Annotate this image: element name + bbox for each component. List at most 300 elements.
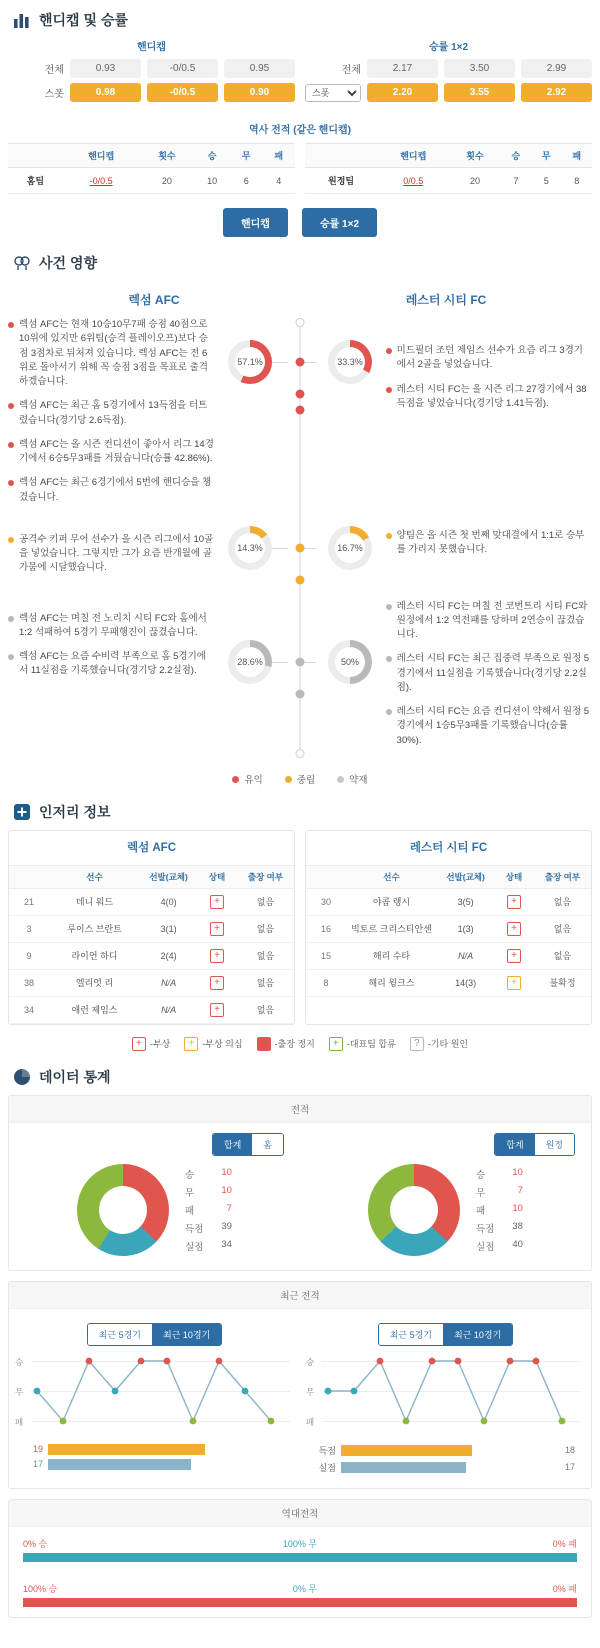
influence-text: 레스터 시티 FC는 며칠 전 코번트리 시티 FC와 원정에서 1:2 역전패를 당하며 2연승이 끊겼습니다. bbox=[396, 600, 588, 640]
away-team-cell: 원정팀 bbox=[305, 168, 377, 194]
player-number: 15 bbox=[306, 942, 346, 969]
injury-plus-icon: + bbox=[210, 1003, 224, 1017]
injury-plus-icon: + bbox=[507, 922, 521, 936]
th-draw: 무 bbox=[531, 144, 561, 168]
ring-value: 50% bbox=[335, 647, 365, 677]
player-apps: N/A bbox=[140, 996, 197, 1023]
bar-track bbox=[341, 1462, 560, 1473]
influence-text: 렉섬 AFC는 최근 6경기에서 5번에 핸디승을 챙겼습니다. bbox=[19, 477, 212, 503]
th-loss: 패 bbox=[562, 144, 593, 168]
page-title: 핸디캡 및 승률 bbox=[39, 12, 128, 28]
bullet-dot-icon bbox=[8, 322, 14, 328]
odds-row-label: 전체 bbox=[341, 65, 361, 76]
recent-form-block bbox=[9, 1309, 591, 1488]
player-number: 9 bbox=[9, 942, 49, 969]
legend-suspension bbox=[257, 1037, 315, 1051]
th-number bbox=[306, 865, 346, 888]
timeline-node-wrap bbox=[288, 526, 312, 570]
list-item bbox=[386, 705, 592, 748]
national-team-icon: + bbox=[329, 1037, 343, 1051]
record-row: 승 10 bbox=[476, 1166, 523, 1181]
list-item bbox=[386, 344, 592, 373]
legend-label: 약재 bbox=[349, 774, 368, 786]
teams-row bbox=[8, 281, 592, 312]
history-title: 역사 전적 (같은 핸디캡) bbox=[249, 125, 351, 136]
bullet-dot-icon bbox=[8, 442, 14, 448]
player-availability: 없음 bbox=[237, 888, 294, 915]
personnel-table-away bbox=[306, 865, 591, 1015]
list-item bbox=[8, 650, 214, 679]
legend-label: -기타 원인 bbox=[427, 1039, 469, 1050]
influence-legend bbox=[8, 762, 592, 792]
player-number: 16 bbox=[306, 915, 346, 942]
th-availability: 출장 여부 bbox=[237, 865, 294, 888]
injury-plus-icon: + bbox=[132, 1037, 146, 1051]
record-row: 승 10 bbox=[185, 1166, 232, 1181]
legend-item-risk bbox=[337, 772, 367, 786]
away-form-line bbox=[322, 1354, 570, 1432]
bullet-dot-icon bbox=[386, 656, 392, 662]
odds-cell[interactable]: 3.55 bbox=[444, 83, 515, 102]
brain-icon bbox=[12, 253, 32, 273]
handicap-cell[interactable]: 0.95 bbox=[224, 59, 295, 78]
handicap-row-spot bbox=[8, 83, 295, 102]
timeline-node-red bbox=[296, 358, 305, 367]
injury-plus-icon: + bbox=[210, 922, 224, 936]
donut-hole bbox=[390, 1186, 438, 1234]
legend-item-neutral bbox=[285, 772, 315, 786]
stat-card-recent bbox=[8, 1281, 592, 1489]
player-apps: N/A bbox=[437, 942, 494, 969]
handicap-row-label: 전체 bbox=[44, 65, 64, 76]
table-header-row bbox=[306, 865, 591, 888]
section-title-stats: 데이터 통계 bbox=[39, 1068, 111, 1085]
table-row bbox=[9, 969, 294, 996]
timeline-cap-bottom bbox=[296, 749, 305, 758]
away-handicap-cell[interactable]: 0/0.5 bbox=[377, 168, 449, 194]
th-blank bbox=[8, 144, 63, 168]
table-row-empty bbox=[306, 996, 591, 1014]
influence-text: 렉섬 AFC는 요즘 수비력 부족으로 홈 5경기에서 11실점을 기록했습니다(경기당 2.2실점). bbox=[19, 651, 206, 677]
home-form-toggle-row bbox=[15, 1317, 294, 1350]
player-number: 21 bbox=[9, 888, 49, 915]
th-handicap: 핸디캡 bbox=[377, 144, 449, 168]
overall-home bbox=[9, 1133, 300, 1256]
bullet-dot-icon bbox=[386, 387, 392, 393]
overall-away bbox=[300, 1133, 591, 1256]
h2h-labels bbox=[23, 1582, 577, 1595]
ring-away-risk bbox=[328, 640, 372, 684]
timeline-node-grey-2 bbox=[296, 690, 305, 699]
record-row: 득점 39 bbox=[185, 1220, 232, 1235]
bullet-dot-icon bbox=[8, 480, 14, 486]
ring-value: 33.3% bbox=[335, 347, 365, 377]
ring-value: 28.6% bbox=[235, 647, 265, 677]
stat-card-title: 최근 전적 bbox=[9, 1282, 591, 1309]
home-donut-body bbox=[9, 1164, 300, 1256]
timeline-node-wrap bbox=[288, 640, 312, 684]
player-name: 데니 워드 bbox=[49, 888, 140, 915]
ring-home-benefit bbox=[228, 340, 272, 384]
home-form-line bbox=[31, 1354, 279, 1432]
legend-injury bbox=[132, 1037, 170, 1051]
influence-text: 렉섬 AFC는 올 시즌 컨디션이 좋아서 리그 14경기에서 6승5무3패를 거뒀습니다(승률 42.86%). bbox=[19, 438, 214, 464]
player-apps: 3(5) bbox=[437, 888, 494, 915]
record-row: 패 7 bbox=[185, 1202, 232, 1217]
home-team-cell: 홈팀 bbox=[8, 168, 63, 194]
legend-item-benefit bbox=[232, 772, 262, 786]
connector-left bbox=[272, 662, 288, 663]
th-loss: 패 bbox=[262, 144, 295, 168]
connector-left bbox=[272, 362, 288, 363]
list-item bbox=[386, 529, 592, 558]
y-label-loss: 패 bbox=[306, 1416, 315, 1427]
player-number: 38 bbox=[9, 969, 49, 996]
th-handicap: 핸디캡 bbox=[63, 144, 140, 168]
ring-pair-red bbox=[214, 340, 385, 384]
timeline-node-red-2 bbox=[296, 390, 305, 399]
influence-away-list bbox=[386, 318, 592, 758]
influence-text: 양팀은 올 시즌 첫 번째 맞대결에서 1:1로 승부를 가리지 못했습니다. bbox=[396, 530, 585, 556]
odds-button[interactable]: 승률 1×2 bbox=[302, 208, 377, 237]
player-apps: N/A bbox=[140, 969, 197, 996]
record-row: 무 7 bbox=[476, 1184, 523, 1199]
home-form-toggle[interactable] bbox=[87, 1323, 223, 1346]
table-row bbox=[9, 942, 294, 969]
player-availability: 불확정 bbox=[534, 969, 591, 996]
home-record-donut bbox=[77, 1164, 169, 1256]
th-status: 상태 bbox=[197, 865, 237, 888]
plus-box-icon bbox=[12, 802, 32, 822]
ring-pair-grey bbox=[214, 640, 385, 684]
h2h-row-2 bbox=[9, 1572, 591, 1617]
list-item bbox=[8, 318, 214, 389]
record-row: 실점 34 bbox=[185, 1238, 232, 1253]
toggle-total[interactable]: 합계 bbox=[495, 1134, 534, 1155]
list-item bbox=[8, 533, 214, 576]
player-name: 애런 제임스 bbox=[49, 996, 140, 1023]
injury-plus-icon: + bbox=[507, 949, 521, 963]
table-header-row bbox=[8, 144, 295, 168]
home-goal-bars bbox=[15, 1432, 294, 1470]
recent-form-away bbox=[300, 1317, 591, 1478]
ring-value: 14.3% bbox=[235, 533, 265, 563]
player-number: 34 bbox=[9, 996, 49, 1023]
influence-text: 레스터 시티 FC는 최근 집중력 부족으로 원정 5경기에서 11실점을 기록했습니다(경기당 2.2실점). bbox=[396, 653, 590, 693]
list-item bbox=[386, 652, 592, 695]
player-name: 루이스 브란트 bbox=[49, 915, 140, 942]
bar-value: 17 bbox=[565, 1462, 576, 1473]
h2h-loss-label: 0% 패 bbox=[552, 1583, 577, 1594]
h2h-bar bbox=[23, 1598, 577, 1607]
player-apps: 3(1) bbox=[140, 915, 197, 942]
home-loss-cell: 4 bbox=[262, 168, 295, 194]
section-header-influence bbox=[8, 243, 592, 281]
influence-timeline bbox=[214, 318, 385, 758]
list-item bbox=[386, 383, 592, 412]
table-row bbox=[9, 915, 294, 942]
player-availability: 없음 bbox=[534, 942, 591, 969]
spot-select[interactable] bbox=[305, 84, 361, 102]
y-label-loss: 패 bbox=[15, 1416, 24, 1427]
handicap-cell[interactable]: -0/0.5 bbox=[147, 59, 218, 78]
ring-away-benefit bbox=[328, 340, 372, 384]
table-row bbox=[306, 969, 591, 996]
away-loss-cell: 8 bbox=[562, 168, 593, 194]
odds-cell[interactable]: 3.50 bbox=[444, 59, 515, 78]
away-form-toggle-row bbox=[306, 1317, 585, 1350]
table-row bbox=[306, 942, 591, 969]
home-team-name: 렉섬 AFC bbox=[128, 293, 180, 307]
th-apps: 선발(교체) bbox=[140, 865, 197, 888]
player-status bbox=[197, 996, 237, 1023]
home-form-chart bbox=[15, 1354, 294, 1432]
influence-text: 레스터 시티 FC는 올 시즌 리그 27경기에서 38득점을 넣었습니다(경기당 1.41득점). bbox=[396, 383, 587, 409]
handicap-column-title: 핸디캡 bbox=[137, 42, 166, 53]
stat-card-overall bbox=[8, 1095, 592, 1271]
away-toggle-row bbox=[300, 1133, 591, 1164]
player-availability: 없음 bbox=[237, 996, 294, 1023]
list-item bbox=[386, 600, 592, 643]
handicap-grid bbox=[8, 38, 592, 107]
legend-other bbox=[410, 1037, 468, 1051]
odds-row-total bbox=[305, 59, 592, 78]
personnel-home-title: 렉섬 AFC bbox=[126, 841, 177, 854]
y-label-win: 승 bbox=[15, 1356, 24, 1367]
player-name: 해리 수타 bbox=[346, 942, 437, 969]
away-form-chart bbox=[306, 1354, 585, 1432]
handicap-cell[interactable]: 0.90 bbox=[224, 83, 295, 102]
section-header-stats bbox=[8, 1057, 592, 1095]
player-apps: 2(4) bbox=[140, 942, 197, 969]
bar-row-goals-against bbox=[306, 1461, 585, 1474]
legend-label: -대표팀 합류 bbox=[346, 1039, 396, 1050]
away-scope-toggle[interactable] bbox=[494, 1133, 575, 1156]
h2h-win-label: 0% 승 bbox=[23, 1538, 48, 1549]
h2h-loss-label: 0% 패 bbox=[552, 1538, 577, 1549]
bullet-dot-icon bbox=[386, 533, 392, 539]
player-status bbox=[197, 888, 237, 915]
th-count: 횟수 bbox=[449, 144, 500, 168]
odds-cell[interactable]: 2.92 bbox=[521, 83, 592, 102]
history-table-home bbox=[8, 143, 295, 194]
injury-plus-icon: + bbox=[507, 895, 521, 909]
bullet-dot-icon bbox=[386, 709, 392, 715]
record-row: 실점 40 bbox=[476, 1238, 523, 1253]
th-status: 상태 bbox=[494, 865, 534, 888]
player-apps: 1(3) bbox=[437, 915, 494, 942]
player-availability: 없음 bbox=[534, 915, 591, 942]
stat-card-h2h bbox=[8, 1499, 592, 1618]
list-item bbox=[8, 476, 214, 505]
injury-plus-icon: + bbox=[210, 976, 224, 990]
home-count-cell: 20 bbox=[140, 168, 195, 194]
toggle-last5[interactable]: 최근 5경기 bbox=[88, 1324, 152, 1345]
bar-track bbox=[341, 1445, 560, 1456]
ring-home-neutral bbox=[228, 526, 272, 570]
ring-value: 16.7% bbox=[335, 533, 365, 563]
th-win: 승 bbox=[194, 144, 230, 168]
overall-donuts bbox=[9, 1123, 591, 1270]
history-tables bbox=[8, 143, 592, 194]
away-form-toggle[interactable] bbox=[378, 1323, 514, 1346]
th-player: 선수 bbox=[49, 865, 140, 888]
personnel-table-home bbox=[9, 865, 294, 1024]
player-name: 해리 윙크스 bbox=[346, 969, 437, 996]
table-header-row bbox=[9, 865, 294, 888]
handicap-cell[interactable]: -0/0.5 bbox=[147, 83, 218, 102]
y-label-draw: 무 bbox=[306, 1386, 315, 1397]
toggle-total[interactable]: 합계 bbox=[213, 1134, 252, 1155]
bar-name: 실점 bbox=[318, 1462, 336, 1473]
toggle-last10[interactable]: 최근 10경기 bbox=[443, 1324, 512, 1345]
th-apps: 선발(교체) bbox=[437, 865, 494, 888]
legend-label: 중립 bbox=[296, 774, 316, 786]
bar-name: 득점 bbox=[318, 1445, 336, 1456]
legend-label: 유익 bbox=[244, 774, 263, 786]
list-item bbox=[8, 438, 214, 467]
bar-row-goals-for bbox=[306, 1444, 585, 1457]
away-win-cell: 7 bbox=[501, 168, 531, 194]
injury-plus-icon: + bbox=[210, 895, 224, 909]
away-goal-bars bbox=[306, 1432, 585, 1474]
toggle-home[interactable]: 홈 bbox=[252, 1134, 283, 1155]
home-scope-toggle[interactable] bbox=[212, 1133, 284, 1156]
bar-track bbox=[48, 1459, 294, 1470]
table-row bbox=[306, 915, 591, 942]
legend-doubt bbox=[184, 1037, 242, 1051]
legend-label: -출장 정지 bbox=[274, 1039, 315, 1050]
away-record-donut bbox=[368, 1164, 460, 1256]
timeline-spacer-2 bbox=[214, 576, 385, 596]
th-win: 승 bbox=[501, 144, 531, 168]
toggle-last5[interactable]: 최근 5경기 bbox=[379, 1324, 443, 1345]
timeline-node-red-3 bbox=[296, 406, 305, 415]
legend-label: -부상 bbox=[149, 1039, 171, 1050]
home-draw-cell: 6 bbox=[230, 168, 262, 194]
ring-value: 57.1% bbox=[235, 347, 265, 377]
player-status bbox=[197, 915, 237, 942]
handicap-button[interactable]: 핸디캡 bbox=[223, 208, 288, 237]
timeline-spacer bbox=[214, 390, 385, 416]
bar-row-goals-against bbox=[15, 1459, 294, 1470]
player-status bbox=[197, 969, 237, 996]
handicap-cell[interactable]: 0.93 bbox=[70, 59, 141, 78]
bar-chart-icon bbox=[12, 10, 32, 30]
suspension-card-icon bbox=[257, 1037, 271, 1051]
away-team-name: 레스터 시티 FC bbox=[405, 293, 487, 307]
toggle-last10[interactable]: 최근 10경기 bbox=[152, 1324, 221, 1345]
th-number bbox=[9, 865, 49, 888]
h2h-win-label: 100% 승 bbox=[23, 1583, 58, 1594]
section-header-personnel bbox=[8, 792, 592, 830]
th-availability: 출장 여부 bbox=[534, 865, 591, 888]
bullet-dot-icon bbox=[386, 348, 392, 354]
odds-cell[interactable]: 2.99 bbox=[521, 59, 592, 78]
stat-card-title: 전적 bbox=[9, 1096, 591, 1123]
player-number: 30 bbox=[306, 888, 346, 915]
personnel-away bbox=[305, 830, 592, 1025]
handicap-cell[interactable]: 0.98 bbox=[70, 83, 141, 102]
personnel-away-title: 레스터 시티 FC bbox=[409, 841, 488, 854]
section-title-personnel: 인저리 정보 bbox=[39, 803, 111, 820]
player-name: 빅토르 크리스티안센 bbox=[346, 915, 437, 942]
player-availability: 없음 bbox=[237, 915, 294, 942]
doubt-plus-icon: + bbox=[507, 976, 521, 990]
table-row bbox=[9, 888, 294, 915]
th-player: 선수 bbox=[346, 865, 437, 888]
other-reason-icon: ? bbox=[410, 1037, 424, 1051]
player-number: 8 bbox=[306, 969, 346, 996]
section-header-handicap bbox=[8, 0, 592, 38]
legend-national bbox=[329, 1037, 396, 1051]
mode-buttons bbox=[8, 194, 592, 243]
table-row bbox=[9, 996, 294, 1023]
influence-text: 렉섬 AFC는 최근 홈 5경기에서 13득점을 터트렸습니다(경기당 2.6득점). bbox=[19, 400, 208, 426]
th-count: 횟수 bbox=[140, 144, 195, 168]
bar-value: 18 bbox=[565, 1445, 576, 1456]
timeline-cap-top bbox=[296, 318, 305, 327]
table-header-row bbox=[305, 144, 592, 168]
timeline-node-grey bbox=[296, 658, 305, 667]
bullet-dot-icon bbox=[8, 616, 14, 622]
player-name: 야콥 랭시 bbox=[346, 888, 437, 915]
list-item bbox=[8, 399, 214, 428]
odds-row-spot bbox=[305, 83, 592, 102]
stat-card-title: 역대전적 bbox=[9, 1500, 591, 1527]
table-row bbox=[8, 168, 295, 194]
th-draw: 무 bbox=[230, 144, 262, 168]
influence-home-list bbox=[8, 318, 214, 758]
pie-chart-icon bbox=[12, 1067, 32, 1087]
timeline-node-amber-2 bbox=[296, 576, 305, 585]
donut-hole bbox=[99, 1186, 147, 1234]
h2h-labels bbox=[23, 1537, 577, 1550]
toggle-away[interactable]: 원정 bbox=[535, 1134, 574, 1155]
player-name: 라이언 하디 bbox=[49, 942, 140, 969]
influence-text: 미드필더 조던 제임스 선수가 요즘 리그 3경기에서 2골을 넣었습니다. bbox=[396, 345, 583, 371]
timeline-node-amber bbox=[296, 544, 305, 553]
record-row: 패 10 bbox=[476, 1202, 523, 1217]
influence-panel bbox=[8, 312, 592, 762]
timeline-spacer-3 bbox=[214, 690, 385, 714]
player-apps: 14(3) bbox=[437, 969, 494, 996]
injury-plus-icon: + bbox=[210, 949, 224, 963]
h2h-draw-label: 100% 무 bbox=[282, 1538, 318, 1549]
recent-form-home bbox=[9, 1317, 300, 1478]
home-toggle-row bbox=[9, 1133, 300, 1164]
personnel-panel bbox=[8, 830, 592, 1025]
player-number: 3 bbox=[9, 915, 49, 942]
timeline-node-wrap bbox=[288, 340, 312, 384]
player-status bbox=[197, 942, 237, 969]
personnel-legend bbox=[8, 1025, 592, 1057]
table-row bbox=[305, 168, 592, 194]
odds-cell[interactable]: 2.17 bbox=[367, 59, 438, 78]
y-label-draw: 무 bbox=[15, 1386, 24, 1397]
influence-text: 렉섬 AFC는 현재 10승10무7패 승점 40점으로 10위에 있지만 6위팀(승격 플레이오프)보다 승점 3점차로 뒤처져 있습니다. 렉섬 AFC는 전 6위로 돌아서기 위해 꼭 승점 3점을 목표로 출격하겠습니다. bbox=[19, 319, 208, 387]
home-handicap-cell[interactable]: -0/0.5 bbox=[63, 168, 140, 194]
personnel-home bbox=[8, 830, 295, 1025]
bar-label: 19 bbox=[32, 1444, 43, 1455]
influence-text: 공격수 키퍼 무어 선수가 올 시즌 리그에서 10골을 넣었습니다. 그렇지만 그가 요즘 반개월에 골 가뭄에 시달했습니다. bbox=[19, 533, 214, 574]
bullet-dot-icon bbox=[386, 604, 392, 610]
h2h-draw-label: 0% 무 bbox=[292, 1583, 318, 1594]
odds-cell[interactable]: 2.20 bbox=[367, 83, 438, 102]
odds-column-title: 승률 1×2 bbox=[428, 42, 469, 53]
odds-column bbox=[305, 38, 592, 107]
list-item bbox=[8, 612, 214, 641]
